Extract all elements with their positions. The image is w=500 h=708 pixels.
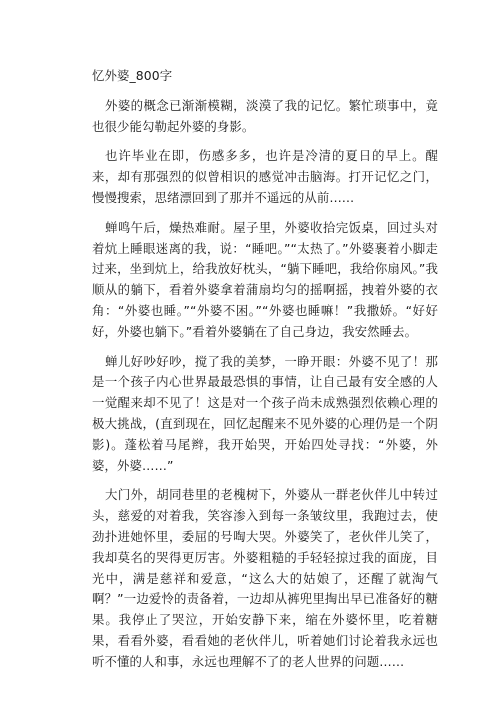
paragraph-2: 也许毕业在即，伤感多多，也许是冷清的夏日的早上。醒来，却有那强烈的似曾相识的感觉冲击脑海。打开记忆之门，慢慢搜索，思绪漂回到了那并不遥远的从前…… [92,148,438,205]
document-title: 忆外婆_800字 [92,68,173,83]
paragraph-5: 大门外，胡同巷里的老槐树下，外婆从一群老伙伴儿中转过头，慈爱的对着我，笑容渗入到每一条皱纹里，我跑过去，使劲扑进她怀里，委屈的号啕大哭。外婆笑了，老伙伴儿笑了，我却莫名的哭得更厉害。外婆粗糙的手轻轻掠过我的面庞，目光中，满是慈祥和爱意，“这么大的姑娘了，还醒了就淘气啊？”一边爱怜的责备着，一边却从裤兜里掏出早已准备好的糖果。我停止了哭泣，开始安静下来，缩在外婆怀里，吃着糖果，看看外婆，看看她的老伙伴儿，听着她们讨论着我永远也听不懂的人和事，永远也理解不了的老人世界的问题…… [92,487,438,669]
paragraph-1: 外婆的概念已渐渐模糊，淡漠了我的记忆。繁忙琐事中，竟也很少能勾勒起外婆的身影。 [92,97,438,134]
paragraph-3: 蝉鸣午后，燥热难耐。屋子里，外婆收拾完饭桌，回过头对着炕上睡眼迷离的我，说：“睡吧。”“太热了。”外婆裹着小脚走过来，坐到炕上，给我放好枕头，“躺下睡吧，我给你扇风。”我顺从的躺下，看着外婆拿着蒲扇均匀的摇啊摇，拽着外婆的衣角：“外婆也睡。”“外婆不困。”“外婆也睡嘛！”我撒娇。“好好好，外婆也躺下。”看着外婆躺在了自己身边，我安然睡去。 [92,219,438,339]
document-body [92,66,438,682]
paragraph-4: 蝉儿好吵好吵，搅了我的美梦，一睁开眼：外婆不见了！那是一个孩子内心世界最最恐惧的事情，让自己最有安全感的人一觉醒来却不见了！这是对一个孩子尚未成熟强烈依赖心理的极大挑战，(直到现在，回忆起醒来不见外婆的心理仍是一个阴影)。蓬松着马尾辫，我开始哭，开始四处寻找：“外婆，外婆，外婆……” [92,353,438,473]
